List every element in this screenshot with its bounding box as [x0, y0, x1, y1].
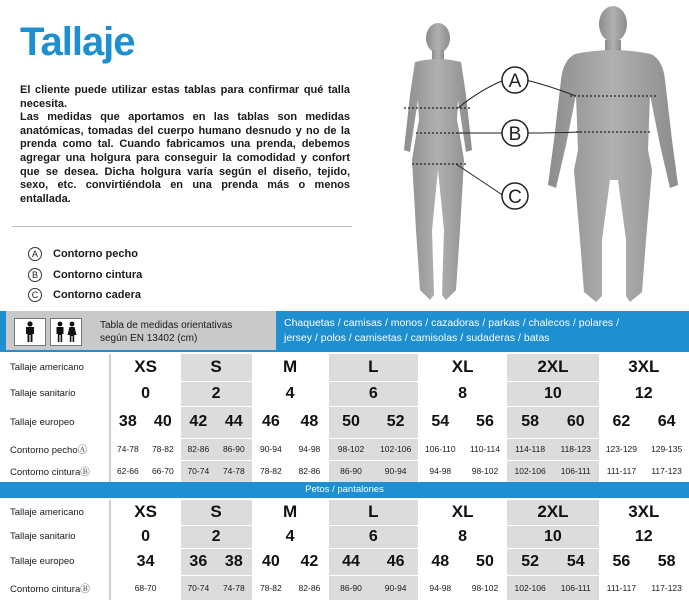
size-table-tops [0, 354, 689, 483]
circled-c-icon: C [28, 288, 42, 302]
legend-label: Contorno cintura [53, 268, 143, 281]
intro-paragraph-1: El cliente puede utilizar estas tablas para confirmar qué talla necesita. [20, 84, 350, 110]
male-figure-icon [548, 6, 678, 302]
table-row-sanitary: Tallaje sanitario 0 2 4 6 8 10 12 [0, 525, 689, 548]
table-row-waist: Contorno cinturaⒷ 68-70 70-74 74-78 78-82 82-86 86-90 90-94 94-98 98-102 102-106 106-111 111-117 117-123 [0, 575, 689, 600]
table-row-sanitary: Tallaje sanitario 0 2 4 6 8 10 12 [0, 381, 689, 406]
svg-text:A: A [508, 71, 522, 92]
male-female-figures-icon [50, 318, 82, 346]
garment-types-caption: Chaquetas / camisas / monos / cazadoras / parkas / chalecos / polares / jersey / polos / camisetas / camisolas / sudaderas / batas [276, 311, 689, 350]
measurement-legend [28, 244, 142, 306]
intro-paragraph-2: Las medidas que aportamos en las tablas son medidas anatómicas, tomadas del cuerpo humano desnudo y no de la prenda como tal. Cuando fabricamos una prenda, debemos agregar una holgura para conseguir la comodidad y confort que se desea. Dicha holgura varía según el diseño, tejido, sexo, etc. convirtiéndola en una prenda más o menos entallada. [20, 111, 350, 205]
page-title: Tallaje [20, 20, 135, 64]
table-row-european: Tallaje europeo 34 36 38 40 42 44 46 48 50 52 54 56 58 [0, 548, 689, 575]
table-row-chest: Contorno pechoⒶ 74-78 78-82 82-86 86-90 90-94 94-98 98-102 102-106 106-110 110-114 114-118 118-123 123-129 129-135 [0, 438, 689, 460]
legend-label: Contorno pecho [53, 248, 138, 261]
legend-label: Contorno cadera [53, 289, 142, 302]
divider [12, 226, 352, 227]
circled-a-icon [502, 67, 528, 93]
male-figure-icon [14, 318, 46, 346]
body-silhouettes-illustration [380, 0, 689, 310]
legend-item-chest [28, 244, 142, 265]
section-label-trousers: Petos / pantalones [0, 482, 689, 498]
svg-text:B: B [508, 124, 522, 145]
table-row-us: Tallaje americano XS S M L XL 2XL 3XL [0, 354, 689, 381]
legend-item-hip [28, 285, 142, 306]
table-norm-caption: Tabla de medidas orientativas según EN 13402 (cm) [100, 320, 233, 344]
circled-a-icon: A [28, 247, 42, 261]
intro-text [20, 84, 350, 206]
svg-text:C: C [508, 187, 522, 208]
female-figure-icon [404, 23, 472, 300]
table-row-us: Tallaje americano XS S M L XL 2XL 3XL [0, 500, 689, 525]
legend-item-waist [28, 265, 142, 286]
table-row-waist: Contorno cinturaⒷ 62-66 66-70 70-74 74-78 78-82 82-86 86-90 90-94 94-98 98-102 102-106 106-111 111-117 117-123 [0, 460, 689, 482]
table-row-european: Tallaje europeo 38 40 42 44 46 48 50 52 54 56 58 60 62 64 [0, 406, 689, 438]
circled-b-icon [502, 120, 528, 146]
circled-c-icon [502, 183, 528, 209]
circled-b-icon: B [28, 268, 42, 282]
table-header-band [0, 311, 689, 352]
size-table-trousers [0, 500, 689, 600]
